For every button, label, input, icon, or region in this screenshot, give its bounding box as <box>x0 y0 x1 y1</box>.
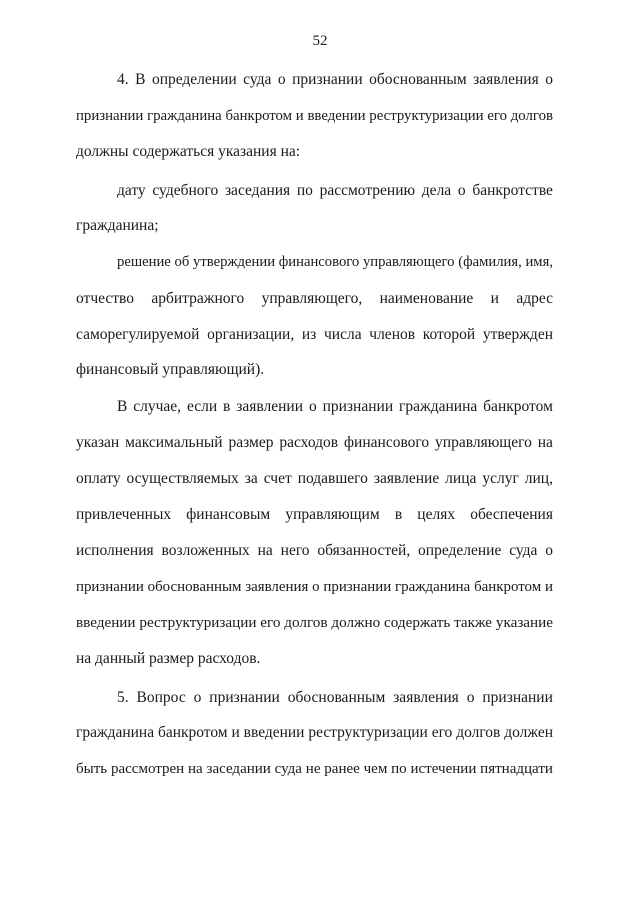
word: адрес <box>516 290 553 307</box>
word: заявление <box>373 470 440 487</box>
word: о <box>545 71 553 88</box>
word: указан <box>76 434 120 451</box>
word: в <box>223 398 231 415</box>
word: долгов <box>456 724 501 741</box>
word: заявлении <box>236 398 304 415</box>
text-line <box>76 107 553 125</box>
word: банкротом <box>483 398 553 415</box>
word: введении <box>243 724 305 741</box>
word: утвержден <box>482 326 553 343</box>
word: 5. <box>117 689 129 706</box>
word: заседания <box>224 182 291 199</box>
word: о <box>193 689 202 706</box>
word: управляющего <box>435 434 532 451</box>
word: наименование <box>379 290 474 307</box>
word: утверждении <box>193 254 276 270</box>
word: заявления <box>393 689 459 706</box>
word: признании <box>292 71 363 88</box>
word: признании <box>322 398 394 415</box>
word: гражданина <box>147 108 222 124</box>
word: о <box>308 398 317 415</box>
word: о <box>466 689 475 706</box>
word: чем <box>363 761 388 777</box>
word: (фамилия, <box>458 254 522 270</box>
word: из <box>301 326 317 343</box>
word: подавшего <box>297 470 368 487</box>
word: организации, <box>207 326 295 343</box>
word: не <box>305 761 321 777</box>
word: обоснованным <box>287 689 386 706</box>
word: осуществляемых <box>126 470 239 487</box>
word: признании <box>76 108 144 124</box>
word: финансовым <box>186 506 271 523</box>
word: об <box>174 254 190 270</box>
word: счет <box>263 470 292 487</box>
word: по <box>391 761 407 777</box>
word: гражданина <box>76 724 155 741</box>
word: возложенных <box>161 542 250 559</box>
word: максимальный <box>125 434 223 451</box>
word: оплату <box>76 470 121 487</box>
word: если <box>186 398 218 415</box>
word: банкротом <box>225 108 293 124</box>
word: определении <box>151 71 237 88</box>
word: услуг <box>482 470 519 487</box>
word: обеспечения <box>470 506 553 523</box>
word: реструктуризации <box>369 108 484 124</box>
word: целях <box>417 506 456 523</box>
word: 4. <box>117 71 129 88</box>
word: реструктуризации <box>139 614 257 631</box>
word: исполнения <box>76 542 154 559</box>
word: размер <box>228 434 274 451</box>
word: банкротом <box>474 579 542 595</box>
word: признании <box>76 579 144 595</box>
word: о <box>545 542 553 559</box>
word: о <box>277 71 286 88</box>
word: арбитражного <box>151 290 245 307</box>
text-line <box>117 398 553 416</box>
word: ранее <box>324 761 360 777</box>
word: долгов <box>284 614 328 631</box>
word: банкротом <box>157 724 228 741</box>
word: суда <box>509 542 538 559</box>
word: расходов <box>279 434 339 451</box>
text-line <box>76 760 553 778</box>
word: числа <box>324 326 362 343</box>
word: должен <box>504 724 553 741</box>
text-line <box>76 470 553 488</box>
word: Вопрос <box>136 689 186 706</box>
word: обоснованным <box>147 579 242 595</box>
word: указание <box>495 614 553 631</box>
word: содержать <box>384 614 451 631</box>
word: имя, <box>525 254 553 270</box>
word: на <box>188 761 203 777</box>
word: признании <box>209 689 280 706</box>
word: гражданина <box>395 579 471 595</box>
text-line: должны содержаться указания на: <box>76 143 301 160</box>
word: в <box>394 506 403 523</box>
word: введении <box>76 614 136 631</box>
word: дела <box>421 182 452 199</box>
text-line <box>117 182 553 200</box>
word: быть <box>76 761 108 777</box>
word: на <box>257 542 273 559</box>
text-line <box>76 290 553 308</box>
word: долгов <box>510 108 553 124</box>
word: управляющего, <box>261 290 363 307</box>
word: должно <box>331 614 381 631</box>
word: признании <box>323 579 392 595</box>
word: саморегулируемой <box>76 326 200 343</box>
text-line <box>117 253 553 271</box>
word: финансового <box>344 434 430 451</box>
word: за <box>244 470 258 487</box>
word: привлеченных <box>76 506 172 523</box>
word: финансового <box>278 254 360 270</box>
word: истечении <box>410 761 477 777</box>
word: рассмотрению <box>319 182 416 199</box>
word: пятнадцати <box>480 761 553 777</box>
text-line: гражданина; <box>76 217 159 234</box>
word: на <box>537 434 553 451</box>
word: и <box>231 724 240 741</box>
text-line <box>76 578 553 596</box>
word: обоснованным <box>369 71 467 88</box>
text-line: финансовый управляющий). <box>76 361 265 378</box>
word: также <box>454 614 493 631</box>
word: заявления <box>473 71 539 88</box>
word: его <box>431 724 453 741</box>
page-number: 52 <box>312 33 328 49</box>
word: и <box>544 579 553 595</box>
word: и <box>490 290 499 307</box>
word: реструктуризации <box>308 724 428 741</box>
word: суда <box>274 761 302 777</box>
word: управляющим <box>285 506 380 523</box>
word: банкротстве <box>472 182 553 199</box>
word: членов <box>369 326 416 343</box>
word: рассмотрен <box>110 761 185 777</box>
word: и <box>295 108 304 124</box>
word: дату <box>117 182 146 199</box>
word: заявления <box>245 579 309 595</box>
word: судебного <box>152 182 219 199</box>
word: его <box>487 108 508 124</box>
word: отчество <box>76 290 134 307</box>
text-line <box>76 542 553 560</box>
text-line: на данный размер расходов. <box>76 650 261 667</box>
word: решение <box>117 254 171 270</box>
word: заседании <box>206 761 271 777</box>
word: обязанностей, <box>317 542 411 559</box>
word: управляющего <box>362 254 455 270</box>
word: о <box>457 182 466 199</box>
word: его <box>260 614 281 631</box>
text-line <box>117 689 553 707</box>
word: суда <box>243 71 272 88</box>
word: лица <box>445 470 477 487</box>
text-line <box>76 506 553 524</box>
word: определение <box>418 542 502 559</box>
word: признании <box>482 689 553 706</box>
word: В <box>117 398 128 415</box>
text-line <box>117 71 553 89</box>
word: по <box>296 182 313 199</box>
text-line <box>76 326 553 344</box>
word: случае, <box>133 398 182 415</box>
word: которой <box>422 326 476 343</box>
word: о <box>312 579 320 595</box>
word: В <box>135 71 146 88</box>
word: него <box>280 542 310 559</box>
word: введении <box>307 108 366 124</box>
text-line <box>76 614 553 632</box>
word: гражданина <box>399 398 478 415</box>
text-line <box>76 434 553 452</box>
word: лиц, <box>524 470 553 487</box>
text-line <box>76 724 553 742</box>
